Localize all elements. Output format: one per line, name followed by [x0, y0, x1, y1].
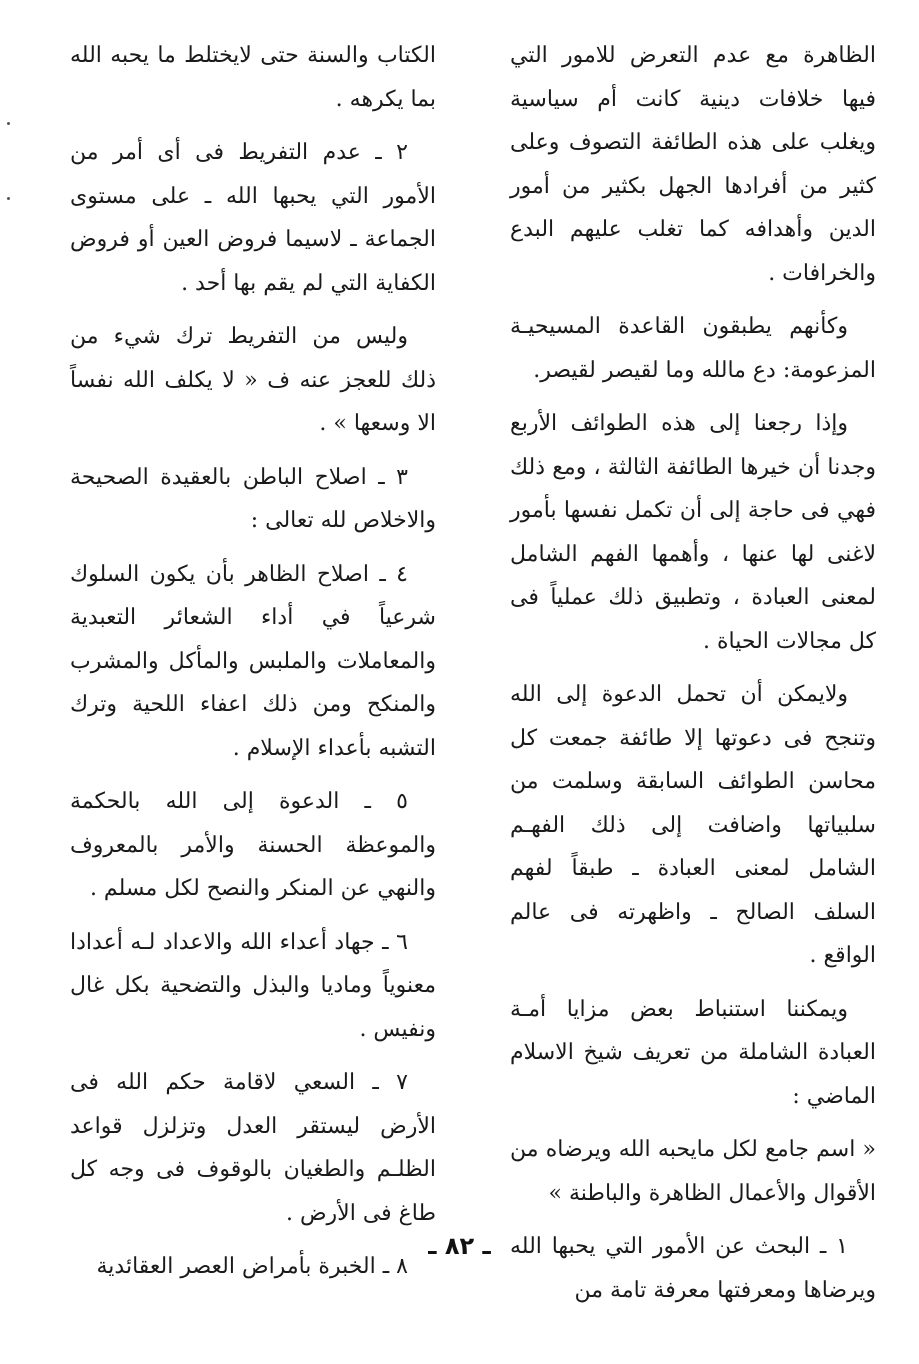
paragraph: ١ ـ البحث عن الأمور التي يحبها الله ويرضاها ومعرفتها معرفة تامة من: [510, 1234, 876, 1303]
paragraph: ٣ ـ اصلاح الباطن بالعقيدة الصحيحة والاخلاص لله تعالى :: [70, 464, 436, 533]
paragraph: الكتاب والسنة حتى لايختلط ما يحبه الله بما يكرهه .: [70, 43, 436, 112]
paragraph: ويمكننا استنباط بعض مزايا أمـة العبادة الشاملة من تعريف شيخ الاسلام الماضي :: [510, 996, 876, 1109]
scan-speck: [7, 122, 10, 125]
paragraph: ٢ ـ عدم التفريط فى أى أمر من الأمور التي يحبها الله ـ على مستوى الجماعة ـ لاسيما فروض العين أو فروض الكفاية التي لم يقم بها أحد .: [70, 140, 436, 296]
paragraph: وكأنهم يطبقون القاعدة المسيحيـة المزعومة: دع مالله وما لقيصر لقيصر.: [510, 314, 876, 383]
paragraph: وليس من التفريط ترك شيء من ذلك للعجز عنه ف « لا يكلف الله نفساً الا وسعها » .: [70, 324, 436, 436]
paragraph: ٦ ـ جهاد أعداء الله والاعداد لـه أعدادا معنوياً وماديا والبذل والتضحية بكل غال ونفيس .: [70, 929, 436, 1042]
paragraph: ٧ ـ السعي لاقامة حكم الله فى الأرض ليستقر العدل وتزلزل قواعد الظلـم والطغيان بالوقوف فى وجه كل طاغ فى الأرض .: [70, 1070, 436, 1226]
paragraph: وإذا رجعنا إلى هذه الطوائف الأربع وجدنا أن خيرها الطائفة الثالثة ، ومع ذلك فهي فى حاجة إلى أن تكمل نفسها بأمور لاغنى لها عنها ، وأهمها الفهم الشامل لمعنى العبادة ، وتطبيق ذلك عملياً فى كل مجالات الحياة .: [510, 411, 876, 654]
paragraph: ٨ ـ الخبرة بأمراض العصر العقائدية: [96, 1254, 408, 1279]
paragraph: ولايمكن أن تحمل الدعوة إلى الله وتنجح فى دعوتها إلا طائفة جمعت كل محاسن الطوائف السابقة وسلمت من سلبياتها واضافت إلى ذلك الفهـم الشامل لمعنى العبادة ـ طبقاً لفهم السلف الصالح ـ واظهرته فى عالم الواقع .: [510, 682, 876, 968]
paragraph: الظاهرة مع عدم التعرض للامور التي فيها خلافات دينية كانت أم سياسية ويغلب على هذه الطائفة التصوف وعلى كثير من أفرادها الجهل بكثير من أمور الدين وأهدافه كما تغلب عليهم البدع والخرافات .: [510, 43, 876, 286]
scan-speck: [7, 197, 10, 200]
paragraph: ٥ ـ الدعوة إلى الله بالحكمة والموعظة الحسنة والأمر بالمعروف والنهي عن المنكر والنصح لكل مسلم .: [70, 789, 436, 901]
page-number: ـ ٨٢ ـ: [428, 1232, 491, 1260]
left-column: [70, 34, 436, 1279]
paragraph: « اسم جامع لكل مايحبه الله ويرضاه من الأقوال والأعمال الظاهرة والباطنة »: [510, 1137, 876, 1206]
right-column: [510, 34, 876, 1303]
paragraph: ٤ ـ اصلاح الظاهر بأن يكون السلوك شرعياً في أداء الشعائر التعبدية والمعاملات والملبس والمأكل والمشرب والمنكح ومن ذلك اعفاء اللحية وترك التشبه بأعداء الإسلام .: [70, 561, 436, 761]
